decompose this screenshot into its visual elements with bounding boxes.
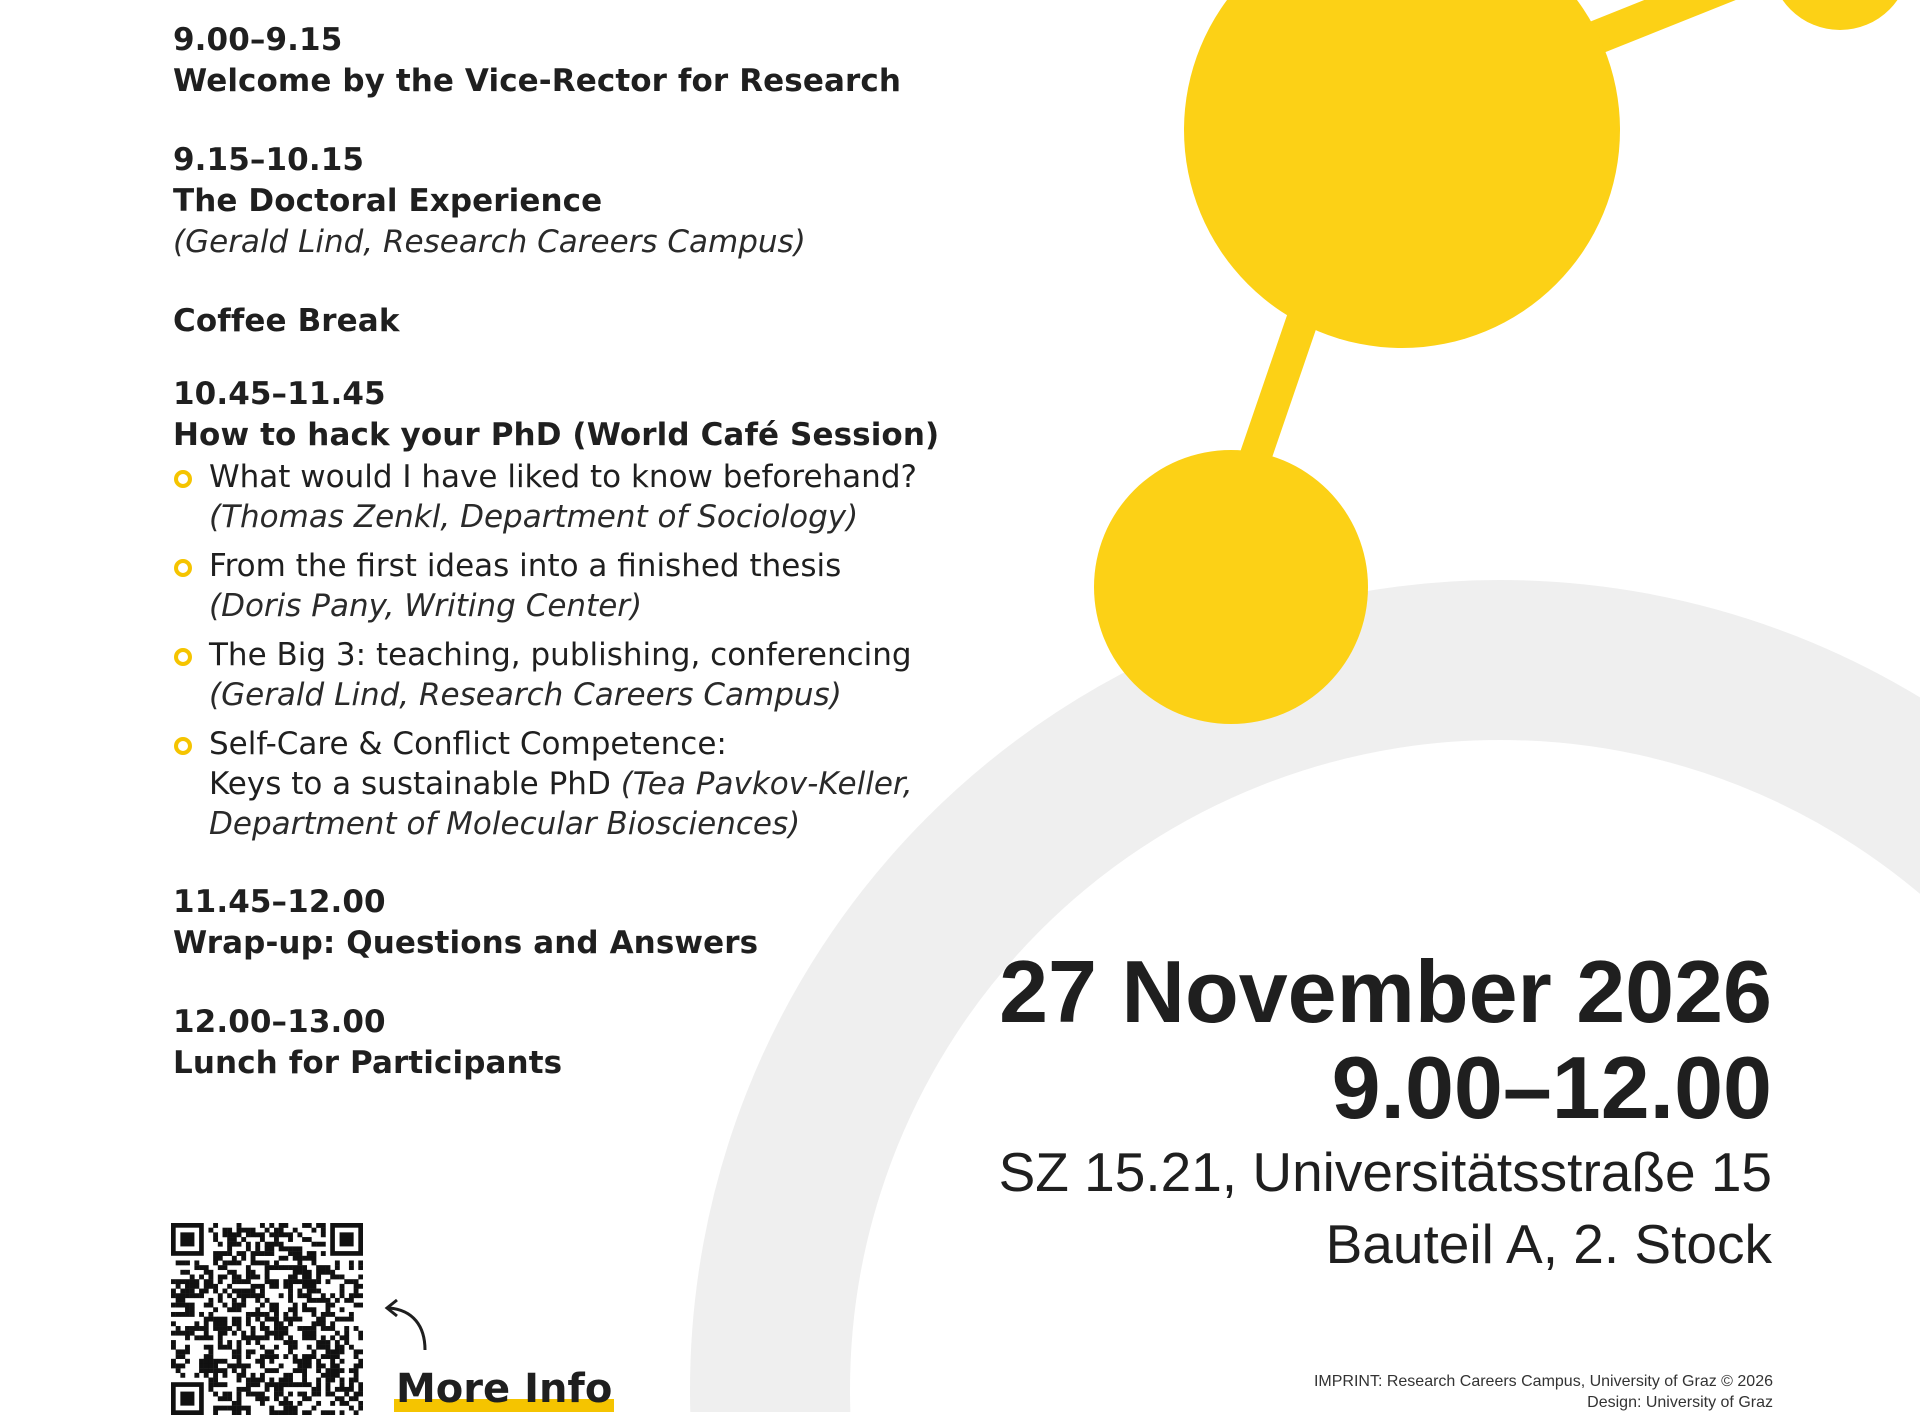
list-item (173, 546, 973, 626)
program-slot-world-cafe (173, 374, 973, 844)
molecule-node-large (1184, 0, 1620, 348)
slot-time: 9.15–10.15 (173, 142, 365, 178)
more-info-label: More Info (396, 1366, 613, 1412)
event-time: 9.00–12.00 (1331, 1038, 1772, 1137)
topic-speaker: (Gerald Lind, Research Careers Campus) (209, 677, 842, 713)
ring-bullet-icon (174, 648, 192, 666)
molecule-node-small (1770, 0, 1910, 30)
topic-text: What would I have liked to know beforehand? (209, 459, 917, 495)
imprint-line: IMPRINT: Research Careers Campus, University of Graz © 2026 (1313, 1373, 1773, 1390)
program-slot-lunch (173, 1002, 973, 1084)
slot-speaker: (Gerald Lind, Research Careers Campus) (173, 224, 806, 260)
imprint (1314, 1371, 1773, 1413)
program-slot-welcome (173, 20, 973, 102)
list-item (173, 635, 973, 715)
topic-speaker: (Thomas Zenkl, Department of Sociology) (209, 499, 859, 535)
event-location-line2: Bauteil A, 2. Stock (1325, 1213, 1772, 1275)
program-slot-coffee-break (173, 301, 973, 342)
topic-text: The Big 3: teaching, publishing, conferencing (209, 637, 912, 673)
more-info-link[interactable] (394, 1366, 614, 1412)
list-item (173, 457, 973, 537)
slot-time: 10.45–11.45 (173, 376, 386, 412)
curved-arrow-icon (381, 1298, 433, 1358)
slot-title: Lunch for Participants (173, 1045, 563, 1081)
program-slot-wrap-up (173, 882, 973, 964)
slot-time: 12.00–13.00 (173, 1004, 386, 1040)
molecule-node-medium (1094, 450, 1368, 724)
topic-speaker-continued: Department of Molecular Biosciences) (209, 806, 801, 842)
event-location-line1: SZ 15.21, Universitätsstraße 15 (998, 1141, 1772, 1203)
event-date: 27 November 2026 (999, 942, 1772, 1041)
slot-title: Coffee Break (173, 303, 400, 339)
event-details (999, 944, 1772, 1280)
program-schedule (173, 20, 973, 1122)
program-slot-doctoral-experience (173, 140, 973, 263)
ring-bullet-icon (174, 559, 192, 577)
session-topic-list (173, 457, 973, 844)
slot-title: The Doctoral Experience (173, 183, 603, 219)
topic-text: From the first ideas into a finished thesis (209, 548, 842, 584)
topic-speaker: (Doris Pany, Writing Center) (209, 588, 643, 624)
topic-text-part: Keys to a sustainable PhD (209, 766, 611, 802)
slot-time: 11.45–12.00 (173, 884, 386, 920)
slot-title: Wrap-up: Questions and Answers (173, 925, 759, 961)
slot-title: How to hack your PhD (World Café Session) (173, 417, 940, 453)
ring-bullet-icon (174, 470, 192, 488)
list-item (173, 724, 973, 844)
topic-text: Self-Care & Conflict Competence: (209, 726, 727, 762)
qr-code[interactable] (171, 1223, 363, 1415)
slot-title: Welcome by the Vice-Rector for Research (173, 63, 902, 99)
ring-bullet-icon (174, 737, 192, 755)
slot-time: 9.00–9.15 (173, 22, 343, 58)
topic-speaker: (Tea Pavkov-Keller, (620, 766, 913, 802)
topic-text-continued (209, 764, 973, 804)
design-credit: Design: University of Graz (1587, 1394, 1773, 1411)
